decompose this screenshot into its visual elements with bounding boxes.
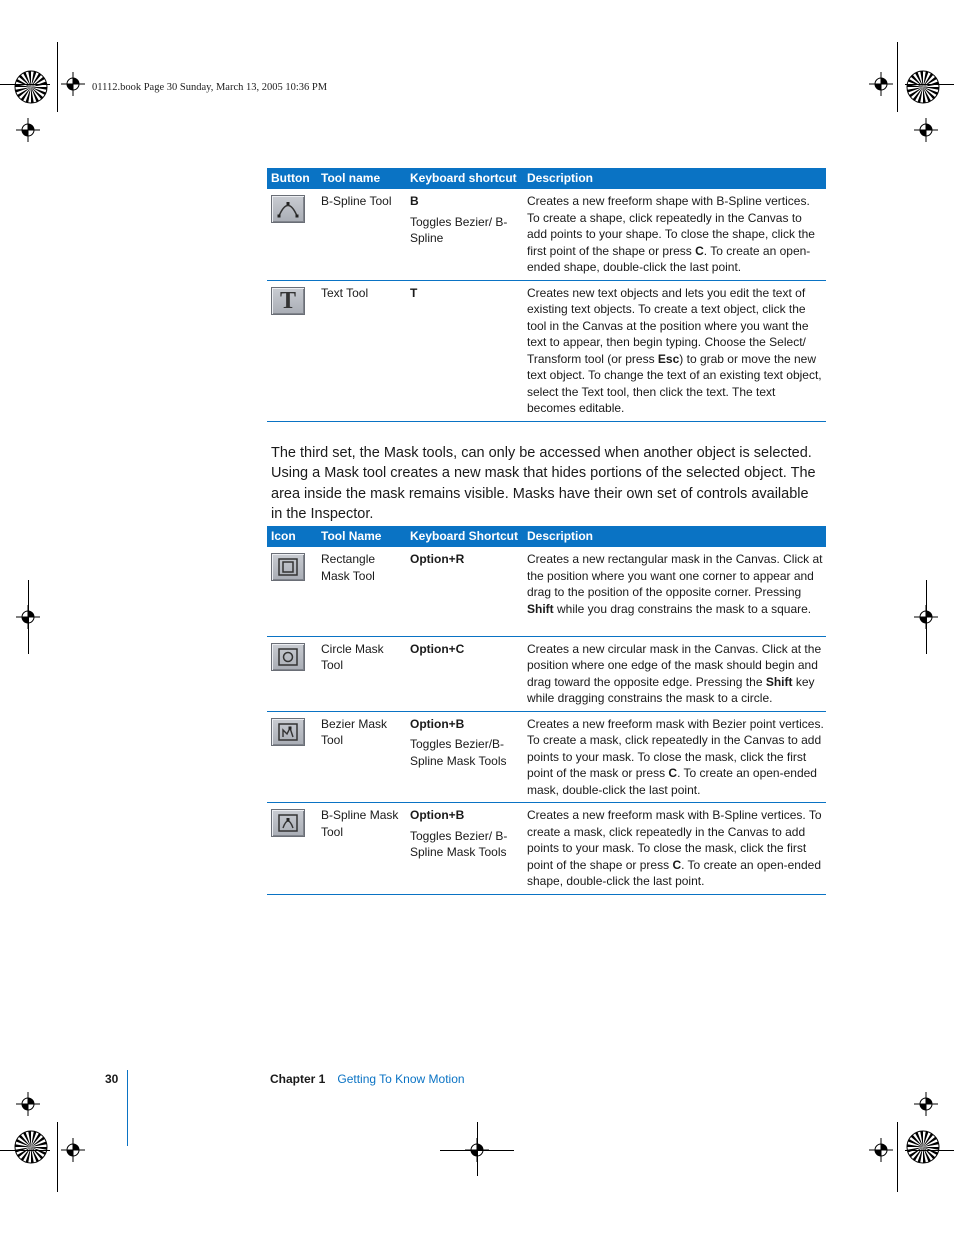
key-name: C xyxy=(672,857,682,872)
tool-description xyxy=(523,803,826,895)
key-name: C xyxy=(695,243,704,258)
tools-table xyxy=(267,168,826,422)
mask-tools-table xyxy=(267,526,826,895)
table-row xyxy=(267,280,826,421)
registration-line xyxy=(926,580,927,654)
registration-line xyxy=(28,580,29,654)
key-name: Shift xyxy=(765,674,793,689)
description-text: . To create an open-ended shape, double-click the last point. xyxy=(527,857,821,888)
chapter-footer xyxy=(270,1072,465,1086)
description-text: while you drag constrains the mask to a square. xyxy=(553,601,812,616)
keyboard-shortcut: Option+B xyxy=(410,808,465,822)
tool-description xyxy=(523,711,826,803)
tool-name: B-Spline Mask Tool xyxy=(317,803,406,895)
starburst-mark-top-right xyxy=(906,70,940,104)
text-tool-icon: T xyxy=(271,287,305,315)
keyboard-shortcut: Option+B xyxy=(410,716,465,731)
description-text: Creates a new freeform mask with B-Spline vertices. To create a mask, click repeatedly in the Canvas to add points to your mask. To close the mask, click the first point of the shape or press xyxy=(527,808,822,872)
tool-name: Circle Mask Tool xyxy=(317,636,406,711)
description-text: Creates a new circular mask in the Canvas. Click at the position where one edge of the mask should begin and drag toward the opposite edge. Pressing the xyxy=(527,641,822,689)
table-row xyxy=(267,189,826,280)
table-row xyxy=(267,803,826,895)
tool-description xyxy=(523,636,826,711)
table-header-row xyxy=(267,526,826,547)
tool-description xyxy=(523,189,826,280)
keyboard-shortcut: Option+C xyxy=(410,641,465,656)
chapter-label: Chapter 1 xyxy=(270,1072,326,1086)
crosshair-mark xyxy=(869,1138,893,1162)
bspline-mask-icon xyxy=(271,809,305,837)
circle-mask-icon xyxy=(271,643,305,671)
tool-name: B-Spline Tool xyxy=(317,189,406,280)
column-header: Description xyxy=(523,526,826,547)
chapter-title-link[interactable]: Getting To Know Motion xyxy=(337,1072,465,1086)
footer-rule xyxy=(127,1070,128,1146)
tool-description xyxy=(523,280,826,421)
column-header: Keyboard Shortcut xyxy=(406,526,523,547)
toggle-note: Toggles Bezier/ B-Spline xyxy=(410,214,508,245)
column-header: Tool name xyxy=(317,168,406,189)
key-name: Esc xyxy=(657,351,680,366)
crosshair-mark xyxy=(61,1138,85,1162)
starburst-mark-top-left xyxy=(14,70,48,104)
crosshair-mark xyxy=(61,72,85,96)
description-text: key while dragging constrains the mask to a circle. xyxy=(527,674,815,705)
column-header: Icon xyxy=(267,526,317,547)
column-header: Keyboard shortcut xyxy=(406,168,523,189)
key-name: Shift xyxy=(527,601,554,616)
crosshair-mark xyxy=(16,1092,40,1116)
description-text: Creates a new freeform shape with B-Spline vertices. To create a shape, click repeatedly in the Canvas to add points to your shape. To close the shape, click the first point of the shape or press xyxy=(527,194,815,258)
toggle-note: Toggles Bezier/B-Spline Mask Tools xyxy=(410,737,507,768)
description-text: Creates a new rectangular mask in the Canvas. Click at the position where you want one corner to appear and drag to the position of the opposite corner. Pressing xyxy=(527,552,823,599)
description-text: Creates a new freeform mask with Bezier point vertices. To create a mask, click repeatedly in the Canvas to add points to your mask. To close the mask, click the first point of the mask or press xyxy=(527,716,824,780)
keyboard-shortcut: B xyxy=(410,194,419,208)
tool-name: Bezier Mask Tool xyxy=(317,711,406,803)
rectangle-mask-icon xyxy=(271,553,305,581)
column-header: Tool Name xyxy=(317,526,406,547)
bezier-mask-icon xyxy=(271,718,305,746)
description-text: . To create an open-ended shape, double-click the last point. xyxy=(527,243,811,274)
column-header: Description xyxy=(523,168,826,189)
description-text: . To create an open-ended mask, double-click the last point. xyxy=(527,766,817,797)
table-header-row xyxy=(267,168,826,189)
tool-name: Rectangle Mask Tool xyxy=(317,547,406,636)
table-row xyxy=(267,711,826,803)
tool-description xyxy=(523,547,826,636)
keyboard-shortcut: Option+R xyxy=(410,552,465,566)
key-name: C xyxy=(668,766,678,780)
registration-line xyxy=(477,1122,478,1176)
print-stamp: 01112.book Page 30 Sunday, March 13, 2005 10:36 PM xyxy=(92,82,328,93)
body-paragraph: The third set, the Mask tools, can only be accessed when another object is selected. Using a Mask tool creates a new mask that hides portions of the selected object. The area inside the mask remains visible. Masks have their own set of controls available in the Inspector. xyxy=(271,444,816,522)
table-row xyxy=(267,547,826,636)
description-text: ) to grab or move the new text object. To change the text of an existing text object, select the Text tool, then click the text. The text becomes editable. xyxy=(527,351,822,415)
tool-name: Text Tool xyxy=(317,280,406,421)
bspline-tool-icon xyxy=(271,195,305,223)
starburst-mark-bottom-left xyxy=(14,1130,48,1164)
crosshair-mark xyxy=(914,118,938,142)
page-number: 30 xyxy=(105,1072,119,1086)
description-text: Creates new text objects and lets you edit the text of existing text objects. To create a text object, click the tool in the Canvas at the position where you want the text to appear, then begin typing. Choose the Select/ Transform tool (or press xyxy=(527,285,809,366)
column-header: Button xyxy=(267,168,317,189)
keyboard-shortcut: T xyxy=(410,285,418,300)
table-row xyxy=(267,636,826,711)
crosshair-mark xyxy=(869,72,893,96)
toggle-note: Toggles Bezier/ B-Spline Mask Tools xyxy=(410,828,508,859)
crosshair-mark xyxy=(914,1092,938,1116)
crosshair-mark xyxy=(16,118,40,142)
starburst-mark-bottom-right xyxy=(906,1130,940,1164)
